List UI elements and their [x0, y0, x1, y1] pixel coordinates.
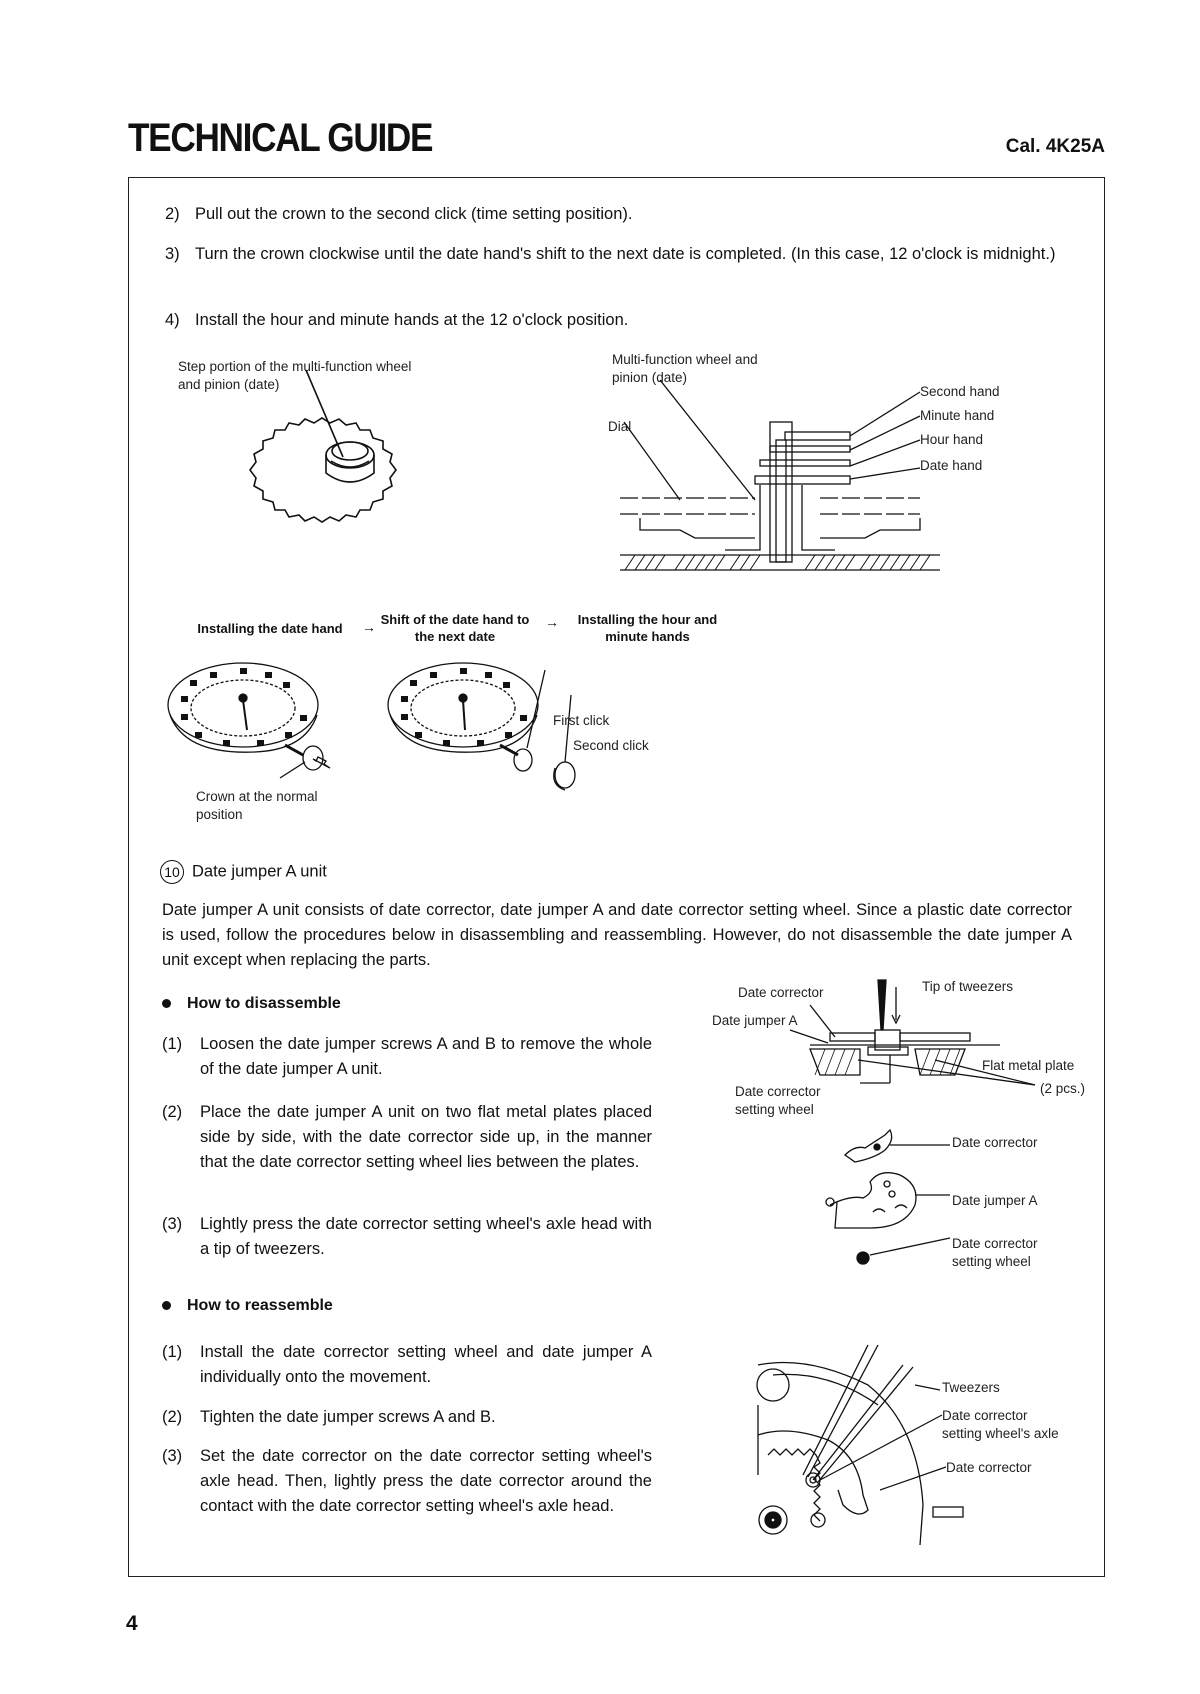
step-text: Pull out the crown to the second click (time setting position).	[195, 205, 633, 223]
step-2	[165, 202, 1085, 227]
label-line: setting wheel's axle	[942, 1426, 1059, 1441]
page-number: 4	[126, 1612, 138, 1635]
dial-normal-position-illustration	[165, 660, 335, 780]
page-title: TECHNICAL GUIDE	[128, 116, 433, 160]
step-3	[165, 242, 1085, 267]
reassemble-heading-text: How to reassemble	[187, 1297, 333, 1314]
minute-hand-label: Minute hand	[920, 408, 995, 423]
caliber-label: Cal. 4K25A	[1005, 136, 1105, 157]
parts-date-corrector-label: Date corrector	[952, 1135, 1038, 1150]
tweezers-date-corrector-label: Date corrector	[946, 1460, 1032, 1475]
section-intro: Date jumper A unit consists of date corrector, date jumper A and date corrector setting wheel. Since a plastic date corrector is used, follow the procedures below in disassembling and reassembling. However, do not disassemble the date jumper A unit except when replacing the parts.	[162, 901, 1072, 969]
sequence-step-shift-date-hand: Shift of the date hand to the next date	[380, 612, 530, 644]
plates-date-jumper-label: Date jumper A	[712, 1013, 798, 1028]
step-number: 2)	[165, 205, 180, 223]
list-number: (3)	[162, 1447, 183, 1465]
tweezers-label: Tweezers	[942, 1380, 1000, 1395]
disassemble-step-2	[162, 1100, 652, 1175]
disassemble-heading	[162, 995, 341, 1013]
list-number: (3)	[162, 1215, 183, 1233]
list-text: Loosen the date jumper screws A and B to remove the whole of the date jumper A unit.	[200, 1035, 652, 1078]
step-text: Install the hour and minute hands at the 12 o'clock position.	[195, 311, 629, 329]
reassemble-step-1	[162, 1340, 652, 1390]
wheel-step-label: Step portion of the multi-function wheel and pinion (date)	[178, 359, 412, 392]
sequence-step-installing-date-hand: Installing the date hand	[197, 621, 343, 636]
list-number: (1)	[162, 1035, 183, 1053]
list-text: Set the date corrector on the date corrector setting wheel's axle head. Then, lightly press the date corrector around the contact with the date corrector setting wheel's axle head.	[200, 1447, 652, 1515]
label-line: setting wheel	[735, 1102, 814, 1117]
sequence-arrow: →	[362, 619, 376, 635]
list-text: Tighten the date jumper screws A and B.	[200, 1408, 496, 1426]
dial-label: Dial	[608, 419, 632, 434]
section-title: Date jumper A unit	[192, 862, 327, 881]
step-4	[165, 308, 1085, 333]
date-hand-label: Date hand	[920, 458, 983, 473]
first-click-label: First click	[553, 713, 610, 728]
parts-date-jumper-label: Date jumper A	[952, 1193, 1038, 1208]
plates-setting-wheel-label	[735, 1083, 855, 1119]
crown-normal-position-label: Crown at the normal position	[196, 789, 318, 822]
sequence-arrow: →	[545, 614, 559, 630]
multi-function-wheel-illustration	[230, 395, 470, 545]
sequence-step-install-hour-minute: Installing the hour and minute hands	[577, 612, 718, 644]
label-line: Date corrector	[942, 1408, 1028, 1423]
disassemble-step-3	[162, 1212, 652, 1262]
bullet-icon	[162, 999, 171, 1008]
list-text: Lightly press the date corrector setting wheel's axle head with a tip of tweezers.	[200, 1215, 652, 1258]
hands-cross-section-illustration	[620, 380, 940, 580]
plates-flat-metal-label: Flat metal plate	[982, 1058, 1075, 1073]
reassemble-heading	[162, 1297, 333, 1315]
label-line: setting wheel	[952, 1254, 1031, 1269]
list-number: (2)	[162, 1103, 183, 1121]
parts-exploded-illustration	[815, 1120, 955, 1280]
reassemble-step-2	[162, 1405, 652, 1430]
label-line: Date corrector	[735, 1084, 821, 1099]
step-number: 4)	[165, 311, 180, 329]
list-text: Place the date jumper A unit on two flat metal plates placed side by side, with the date corrector side up, in the manner that the date corrector setting wheel lies between the plates.	[200, 1103, 652, 1171]
section-heading	[160, 860, 327, 884]
step-text: Turn the crown clockwise until the date hand's shift to the next date is completed. (In this case, 12 o'clock is midnight.)	[195, 245, 1056, 263]
reassemble-step-3	[162, 1444, 652, 1519]
section-number-badge: 10	[160, 860, 184, 884]
plates-date-corrector-label: Date corrector	[738, 985, 824, 1000]
plates-two-pcs-label: (2 pcs.)	[1040, 1081, 1086, 1096]
bullet-icon	[162, 1301, 171, 1310]
tweezers-leader-lines	[820, 1385, 950, 1485]
dial-first-second-click-illustration	[385, 660, 585, 800]
disassemble-heading-text: How to disassemble	[187, 995, 341, 1012]
second-hand-label: Second hand	[920, 384, 1000, 399]
disassemble-step-1	[162, 1032, 652, 1082]
step-number: 3)	[165, 245, 180, 263]
list-text: Install the date corrector setting wheel and date jumper A individually onto the movement.	[200, 1343, 652, 1386]
flat-plates-tweezers-illustration	[790, 975, 1050, 1085]
list-number: (2)	[162, 1408, 183, 1426]
hour-hand-label: Hour hand	[920, 432, 984, 447]
parts-setting-wheel-label	[952, 1235, 1072, 1271]
label-line: Date corrector	[952, 1236, 1038, 1251]
second-click-label: Second click	[573, 738, 649, 753]
list-number: (1)	[162, 1343, 183, 1361]
plates-tip-tweezers-label: Tip of tweezers	[922, 979, 1014, 994]
axle-label	[942, 1407, 1102, 1443]
multi-function-label: Multi-function wheel and pinion (date)	[612, 352, 758, 385]
